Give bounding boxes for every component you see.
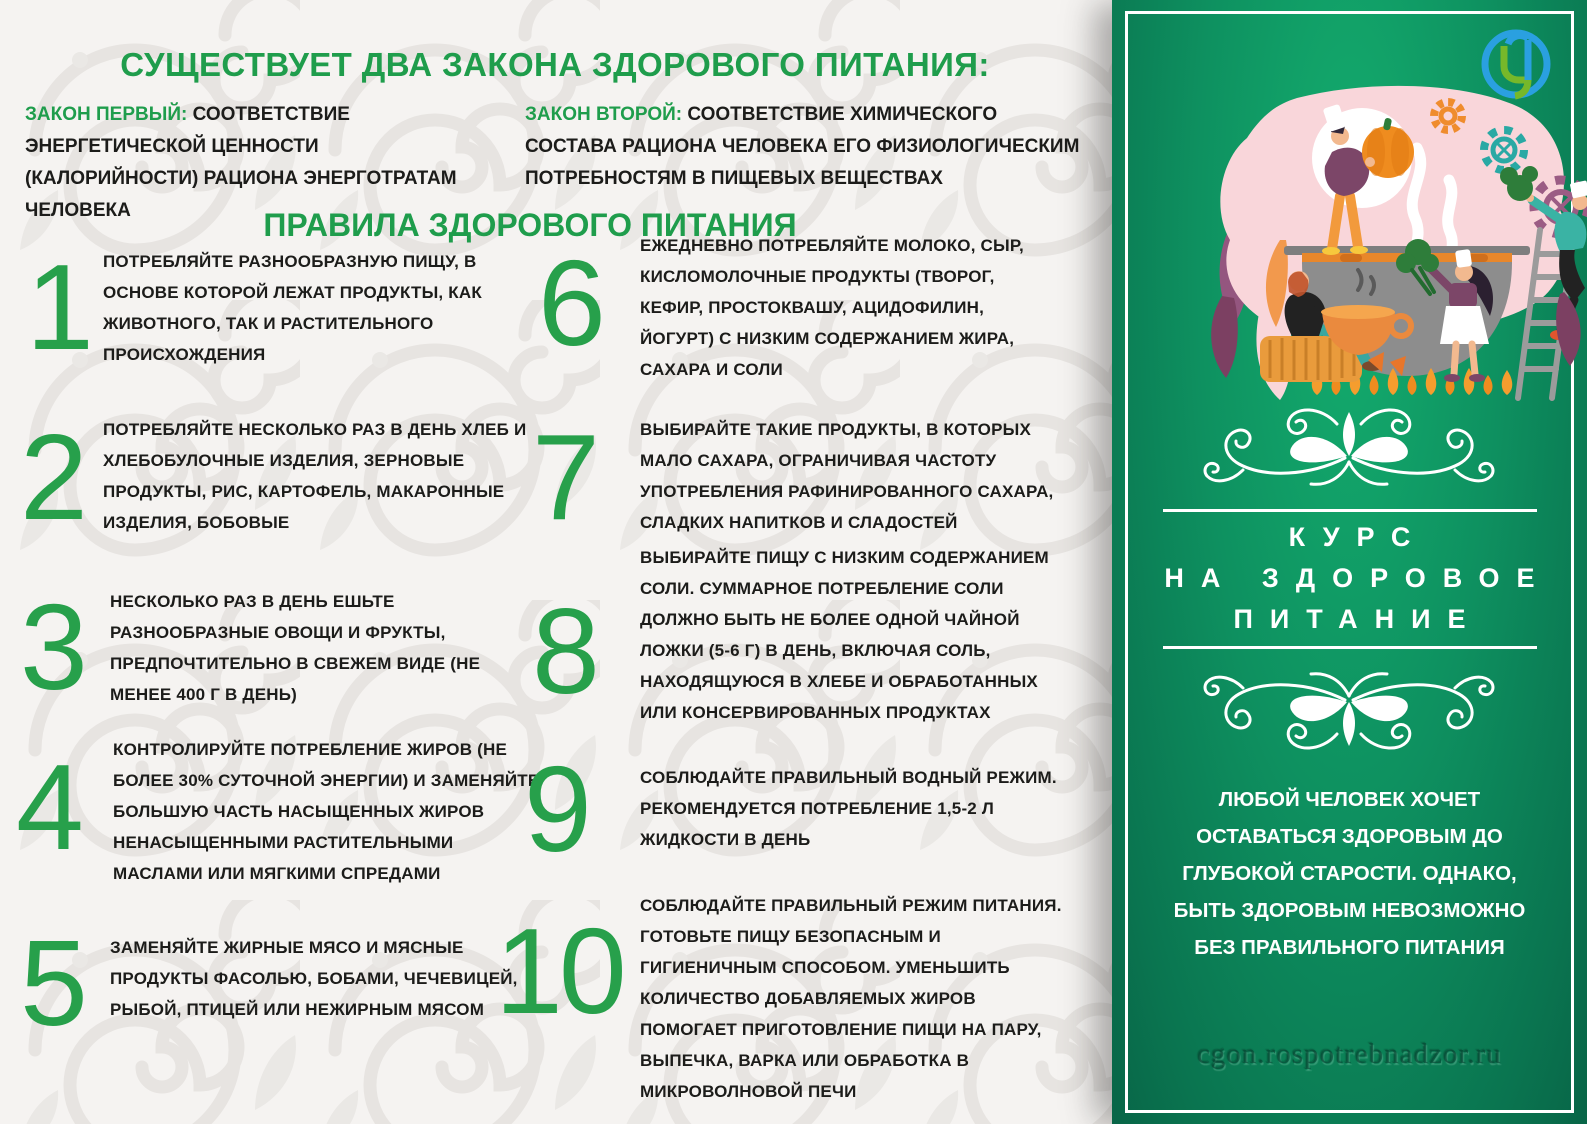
slogan [1112, 517, 1587, 640]
rule-9-number: 9 [524, 741, 588, 877]
page-title: СУЩЕСТВУЕТ ДВА ЗАКОНА ЗДОРОВОГО ПИТАНИЯ: [120, 46, 990, 84]
rule-8-text: ВЫБИРАЙТЕ ПИЩУ С НИЗКИМ СОДЕРЖАНИЕМ СОЛИ. СУММАРНОЕ ПОТРЕБЛЕНИЕ СОЛИ ДОЛЖНО БЫТЬ НЕ БОЛЕЕ ОДНОЙ ЧАЙНОЙ ЛОЖКИ (5-6 Г) В ДЕНЬ, ВКЛЮЧАЯ СОЛЬ, НАХОДЯЩУЮСЯ В ХЛЕБЕ И ОБРАБОТАННЫХ ИЛИ КОНСЕРВИРОВАННЫХ ПРОДУКТАХ [640, 548, 1049, 722]
rule-10-text: СОБЛЮДАЙТЕ ПРАВИЛЬНЫЙ РЕЖИМ ПИТАНИЯ. ГОТОВЬТЕ ПИЩУ БЕЗОПАСНЫМ И ГИГИЕНИЧНЫМ СПОСОБОМ. УМЕНЬШИТЬ КОЛИЧЕСТВО ДОБАВЛЯЕМЫХ ЖИРОВ ПОМОГАЕТ ПРИГОТОВЛЕНИЕ ПИЩИ НА ПАРУ, ВЫПЕЧКА, ВАРКА ИЛИ ОБРАБОТКА В МИКРОВОЛНОВОЙ ПЕЧИ [640, 896, 1062, 1101]
cgon-logo-icon [1474, 22, 1558, 106]
rule-2-number: 2 [20, 409, 84, 545]
rules-title: ПРАВИЛА ЗДОРОВОГО ПИТАНИЯ [263, 206, 797, 243]
rule-1-text: ПОТРЕБЛЯЙТЕ РАЗНООБРАЗНУЮ ПИЩУ, В ОСНОВЕ КОТОРОЙ ЛЕЖАТ ПРОДУКТЫ, КАК ЖИВОТНОГО, ТАК И РАСТИТЕЛЬНОГО ПРОИСХОЖДЕНИЯ [103, 252, 482, 364]
rule-10-number: 10 [495, 903, 623, 1039]
slogan-divider-top [1163, 509, 1537, 512]
site-watermark: cgon.rospotrebnadzor.ru [1197, 1038, 1502, 1070]
rule-7-number: 7 [532, 409, 596, 545]
side-panel [1112, 0, 1587, 1124]
law-second-label: ЗАКОН ВТОРОЙ: [525, 104, 683, 125]
rule-1-number: 1 [26, 239, 90, 375]
rule-4-text: КОНТРОЛИРУЙТЕ ПОТРЕБЛЕНИЕ ЖИРОВ (НЕ БОЛЕЕ 30% СУТОЧНОЙ ЭНЕРГИИ) И ЗАМЕНЯЙТЕ БОЛЬШУЮ ЧАСТЬ НАСЫЩЕННЫХ ЖИРОВ НЕНАСЫЩЕННЫМИ РАСТИТЕЛЬНЫМИ МАСЛАМИ ИЛИ МЯГКИМИ СПРЕДАМИ [113, 740, 540, 883]
ornament-flourish-icon [1199, 398, 1499, 508]
rule-6-text: ЕЖЕДНЕВНО ПОТРЕБЛЯЙТЕ МОЛОКО, СЫР, КИСЛОМОЛОЧНЫЕ ПРОДУКТЫ (ТВОРОГ, КЕФИР, ПРОСТОКВАШУ, АЦИДОФИЛИН, ЙОГУРТ) С НИЗКИМ СОДЕРЖАНИЕМ ЖИРА, САХАРА И СОЛИ [640, 236, 1024, 379]
panel-message: ЛЮБОЙ ЧЕЛОВЕК ХОЧЕТ ОСТАВАТЬСЯ ЗДОРОВЫМ ДО ГЛУБОКОЙ СТАРОСТИ. ОДНАКО, БЫТЬ ЗДОРОВЫМ НЕВОЗМОЖНО БЕЗ ПРАВИЛЬНОГО ПИТАНИЯ [1173, 787, 1526, 959]
slogan-line-1: КУРС [1288, 522, 1428, 552]
rule-8-number: 8 [532, 583, 596, 719]
rule-5-number: 5 [20, 915, 84, 1051]
rule-9-text: СОБЛЮДАЙТЕ ПРАВИЛЬНЫЙ ВОДНЫЙ РЕЖИМ. РЕКОМЕНДУЕТСЯ ПОТРЕБЛЕНИЕ 1,5-2 Л ЖИДКОСТИ В ДЕНЬ [640, 768, 1057, 849]
law-first-text: СООТВЕТСТВИЕ ЭНЕРГЕТИЧЕСКОЙ ЦЕННОСТИ (КАЛОРИЙНОСТИ) РАЦИОНА ЭНЕРГОТРАТАМ ЧЕЛОВЕКА [25, 104, 457, 221]
slogan-divider-bottom [1163, 646, 1537, 649]
rule-2-text: ПОТРЕБЛЯЙТЕ НЕСКОЛЬКО РАЗ В ДЕНЬ ХЛЕБ И ХЛЕБОБУЛОЧНЫЕ ИЗДЕЛИЯ, ЗЕРНОВЫЕ ПРОДУКТЫ, РИС, КАРТОФЕЛЬ, МАКАРОННЫЕ ИЗДЕЛИЯ, БОБОВЫЕ [103, 420, 527, 532]
rule-5-text: ЗАМЕНЯЙТЕ ЖИРНЫЕ МЯСО И МЯСНЫЕ ПРОДУКТЫ ФАСОЛЬЮ, БОБАМИ, ЧЕЧЕВИЦЕЙ, РЫБОЙ, ПТИЦЕЙ ИЛИ НЕЖИРНЫМ МЯСОМ [110, 938, 518, 1019]
law-second-text: СООТВЕТСТВИЕ ХИМИЧЕСКОГО СОСТАВА РАЦИОНА ЧЕЛОВЕКА ЕГО ФИЗИОЛОГИЧЕСКИМ ПОТРЕБНОСТЯМ В ПИЩЕВЫХ ВЕЩЕСТВАХ [525, 104, 1080, 189]
slogan-line-3: ПИТАНИЕ [1233, 604, 1483, 634]
rule-6-number: 6 [538, 235, 602, 371]
rule-3-number: 3 [20, 579, 84, 715]
rule-7-text: ВЫБИРАЙТЕ ТАКИЕ ПРОДУКТЫ, В КОТОРЫХ МАЛО САХАРА, ОГРАНИЧИВАЯ ЧАСТОТУ УПОТРЕБЛЕНИЯ РАФИНИРОВАННОГО САХАРА, СЛАДКИХ НАПИТКОВ И СЛАДОСТЕЙ [640, 420, 1054, 532]
rule-4-number: 4 [16, 739, 80, 875]
law-second [525, 99, 1085, 195]
rule-3-text: НЕСКОЛЬКО РАЗ В ДЕНЬ ЕШЬТЕ РАЗНООБРАЗНЫЕ ОВОЩИ И ФРУКТЫ, ПРЕДПОЧТИТЕЛЬНО В СВЕЖЕМ ВИДЕ (НЕ МЕНЕЕ 400 Г В ДЕНЬ) [110, 592, 481, 704]
law-first-label: ЗАКОН ПЕРВЫЙ: [25, 104, 188, 125]
slogan-line-2: НА ЗДОРОВОЕ [1164, 563, 1552, 593]
ornament-flourish-icon [1199, 650, 1499, 760]
